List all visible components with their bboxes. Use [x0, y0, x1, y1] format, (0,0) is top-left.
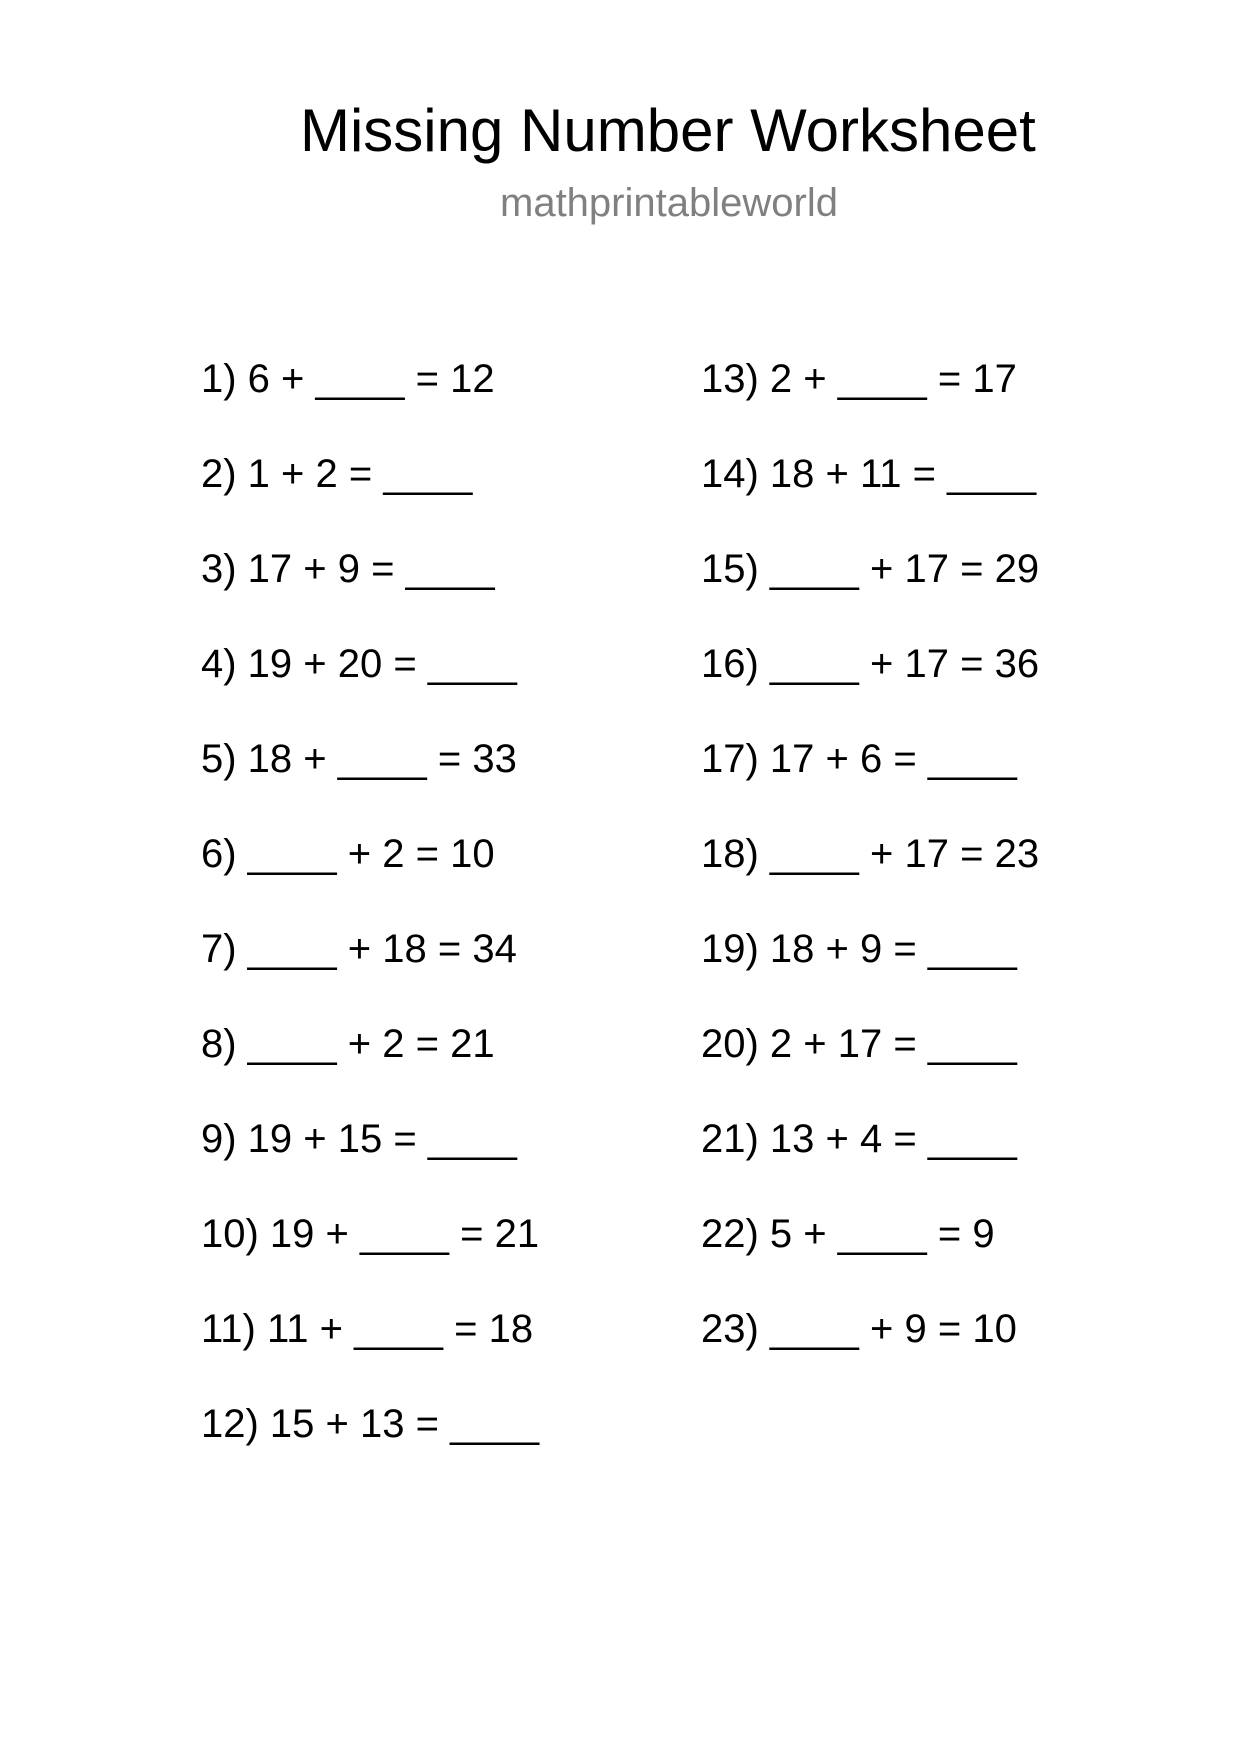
problem-23: 23) ____ + 9 = 10: [701, 1307, 1017, 1351]
problem-5: 5) 18 + ____ = 33: [201, 737, 517, 781]
problem-2: 2) 1 + 2 = ____: [201, 452, 473, 496]
problem-7: 7) ____ + 18 = 34: [201, 927, 517, 971]
problem-9: 9) 19 + 15 = ____: [201, 1117, 517, 1161]
problem-14: 14) 18 + 11 = ____: [701, 452, 1037, 496]
problem-18: 18) ____ + 17 = 23: [701, 832, 1040, 876]
problem-19: 19) 18 + 9 = ____: [701, 927, 1017, 971]
problem-20: 20) 2 + 17 = ____: [701, 1022, 1017, 1066]
problem-8: 8) ____ + 2 = 21: [201, 1022, 495, 1066]
problem-6: 6) ____ + 2 = 10: [201, 832, 495, 876]
worksheet-subtitle: mathprintableworld: [500, 181, 838, 225]
problem-15: 15) ____ + 17 = 29: [701, 547, 1040, 591]
problem-13: 13) 2 + ____ = 17: [701, 357, 1017, 401]
problem-11: 11) 11 + ____ = 18: [201, 1307, 534, 1351]
problem-12: 12) 15 + 13 = ____: [201, 1402, 540, 1446]
problem-21: 21) 13 + 4 = ____: [701, 1117, 1017, 1161]
problem-22: 22) 5 + ____ = 9: [701, 1212, 995, 1256]
worksheet-title: Missing Number Worksheet: [300, 97, 1036, 164]
problem-10: 10) 19 + ____ = 21: [201, 1212, 540, 1256]
problem-1: 1) 6 + ____ = 12: [201, 357, 495, 401]
problem-17: 17) 17 + 6 = ____: [701, 737, 1017, 781]
problem-3: 3) 17 + 9 = ____: [201, 547, 495, 591]
problem-16: 16) ____ + 17 = 36: [701, 642, 1040, 686]
problem-4: 4) 19 + 20 = ____: [201, 642, 517, 686]
